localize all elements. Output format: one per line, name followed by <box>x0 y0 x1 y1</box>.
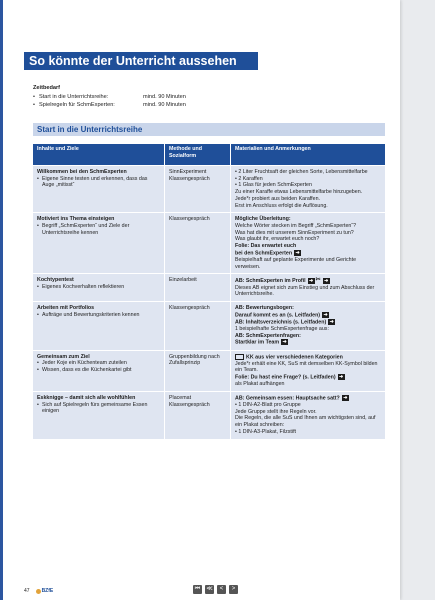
material-line: • 1 Glas für jeden SchmExperten <box>235 182 312 189</box>
table-row <box>33 213 385 273</box>
time-item-value: mind. 90 Minuten <box>143 94 186 100</box>
method-cell: Einzelarbeit <box>165 274 231 301</box>
content-cell <box>33 166 165 212</box>
material-line: • 2 Liter Fruchtsaft der gleichen Sorte, Lebensmittelfarbe <box>235 169 368 175</box>
table-row <box>33 302 385 349</box>
lesson-plan-table <box>33 143 385 440</box>
arrow-right-icon[interactable]: ➜ <box>282 339 287 346</box>
material-line: bei den SchmExperten ➜ <box>235 249 300 257</box>
material-line: Dieses AB eignet sich zum Einstieg und zum Abschluss der Unterrichtsreihe. <box>235 284 375 298</box>
arrow-right-icon[interactable]: ➜ <box>339 374 344 381</box>
time-item-label: Spielregeln für SchmExperten: <box>39 102 115 108</box>
time-item-label: Start in die Unterrichtsreihe: <box>39 94 109 100</box>
table-row <box>33 351 385 391</box>
content-cell <box>33 302 165 349</box>
time-item: • Start in die Unterrichtsreihe: mind. 90 Minuten <box>33 94 186 100</box>
material-line: Was hat dies mit unserem SinnExperiment zu tun? <box>235 229 354 236</box>
material-line: • 2 Karaffen <box>235 175 263 182</box>
material-line: Jede Gruppe stellt ihre Regeln vor. <box>235 408 317 415</box>
goal-item: • Wissen, dass es die Küchenkartei gibt <box>37 366 132 373</box>
material-line: Beispielhaft auf geplante Experimente und Gerichte verweisen. <box>235 256 357 270</box>
arrow-right-icon[interactable]: ➜ <box>343 394 348 401</box>
materials-cell <box>231 392 385 439</box>
content-cell <box>33 213 165 273</box>
arrow-right-icon[interactable]: ➜ <box>324 277 329 284</box>
arrow-right-icon[interactable]: ➜ <box>309 277 314 284</box>
row-title: Gemeinsam zum Ziel <box>37 353 90 360</box>
material-line: KK aus vier verschiedenen Kategorien <box>235 354 381 361</box>
material-line: Mögliche Überleitung: <box>235 216 291 223</box>
material-line: AB: Gemeinsam essen: Hauptsache satt? ➜ <box>235 394 348 402</box>
goal-item: • Begriff „SchmExperten“ und Ziele der Unterrichtsreihe kennen <box>37 222 130 236</box>
material-line: Zu einer Karaffe etwas Lebensmittelfarbe hinzugeben. <box>235 189 363 196</box>
time-item-value: mind. 90 Minuten <box>143 102 186 108</box>
logo-mark-icon <box>36 589 41 594</box>
goal-item: • Eigenes Kochverhalten reflektieren <box>37 283 125 290</box>
material-line: Folie: Das erwartet euch <box>235 243 297 250</box>
materials-cell <box>231 274 385 301</box>
content-cell <box>33 351 165 391</box>
content-cell <box>33 274 165 301</box>
method-cell: Klassengespräch <box>165 302 231 349</box>
time-requirement-heading: Zeitbedarf <box>33 85 61 91</box>
bzfe-logo: BZfE <box>36 588 54 594</box>
material-line: Darauf kommt es an (s. Leitfaden) ➜ <box>235 311 328 319</box>
arrow-right-icon[interactable]: ➜ <box>323 311 328 318</box>
material-line: als Plakat aufhängen <box>235 381 285 388</box>
first-page-button[interactable]: ⏮ <box>194 586 201 592</box>
material-line: AB: SchmExperten im Profil ➜ ✂ ➜ <box>235 277 329 285</box>
content-cell <box>33 392 165 439</box>
column-header: Materialien und Anmerkungen <box>231 144 385 165</box>
materials-cell <box>231 351 385 391</box>
scissors-icon: ✂ <box>315 277 321 284</box>
column-header: Inhalte und Ziele <box>33 144 165 165</box>
material-line: Jede*r erhält eine KK, SuS mit demselben KK-Symbol bilden ein Team. <box>235 360 378 374</box>
table-row <box>33 392 385 439</box>
material-line: AB: SchmExpertenfragen: <box>235 332 301 339</box>
material-line: AB: Bewertungsbogen: <box>235 305 294 312</box>
goal-item: • Eigene Sinne testen und erkennen, dass das Auge „mitisst“ <box>37 175 148 189</box>
arrow-right-icon[interactable]: ➜ <box>295 249 300 256</box>
method-cell: Placemat Klassengespräch <box>165 392 231 439</box>
goal-item: • Sich auf Spielregeln fürs gemeinsame Essen einigen <box>37 401 148 415</box>
material-line: Erst im Anschluss erfolgt die Auflösung. <box>235 202 328 209</box>
method-cell: SinnExperiment Klassengespräch <box>165 166 231 212</box>
table-header-row <box>33 144 385 165</box>
section-title: Start in die Unterrichtsreihe <box>33 123 385 136</box>
table-row <box>33 274 385 301</box>
next-page-button[interactable]: > <box>229 585 238 594</box>
materials-cell <box>231 166 385 212</box>
page-number: 47 <box>24 588 30 594</box>
row-title: Willkommen bei den SchmExperten <box>37 169 127 175</box>
goal-item: • Aufträge und Bewertungskriterien kennen <box>37 311 140 318</box>
material-line: • 1 DIN-A2-Blatt pro Gruppe <box>235 402 301 408</box>
material-line: Folie: Du hast eine Frage? (s. Leitfaden) ➜ <box>235 374 344 381</box>
time-requirement <box>33 84 186 109</box>
row-title: Arbeiten mit Portfolios <box>37 305 95 312</box>
card-icon <box>235 354 244 360</box>
back-button[interactable]: ≪ <box>206 586 213 592</box>
row-title: Motiviert ins Thema einsteigen <box>37 216 115 223</box>
materials-cell <box>231 302 385 349</box>
row-title: Eskknigge – damit sich alle wohlfühlen <box>37 394 136 401</box>
page-navigation <box>193 585 238 594</box>
goal-item: • Jeder Koje ein Küchenteam zuteilen <box>37 360 127 367</box>
column-header: Methode und Sozialform <box>165 144 231 165</box>
material-line: Startklar im Team ➜ <box>235 339 287 346</box>
page-title: So könnte der Unterricht aussehen <box>24 52 258 70</box>
material-line: AB: Inhaltsverzeichnis (s. Leitfaden) ➜ <box>235 318 334 326</box>
previous-page-button[interactable]: < <box>217 585 226 594</box>
material-line: 1 beispielhafte SchmExpertenfrage aus: <box>235 326 329 333</box>
table-row <box>33 166 385 212</box>
material-line: Was glaubt ihr, erwartet euch noch? <box>235 236 320 243</box>
arrow-right-icon[interactable]: ➜ <box>329 318 334 325</box>
material-line: • 1 DIN-A3-Plakat, Filzstift <box>235 428 297 435</box>
time-item: • Spielregeln für SchmExperten: mind. 90 Minuten <box>33 102 186 108</box>
material-line: Welche Wörter stecken im Begriff „SchmExperten“? <box>235 222 357 229</box>
method-cell: Gruppenbildung nach Zufallsprinzip <box>165 351 231 391</box>
material-line: Die Regeln, die alle SuS und Ihnen am wichtigsten sind, auf ein Plakat schreiben: <box>235 415 376 429</box>
material-line: Jede*r probiert aus beiden Karaffen. <box>235 195 321 202</box>
page-footer <box>24 588 53 594</box>
row-title: Kochtypentest <box>37 277 74 284</box>
method-cell: Klassengespräch <box>165 213 231 273</box>
materials-cell <box>231 213 385 273</box>
